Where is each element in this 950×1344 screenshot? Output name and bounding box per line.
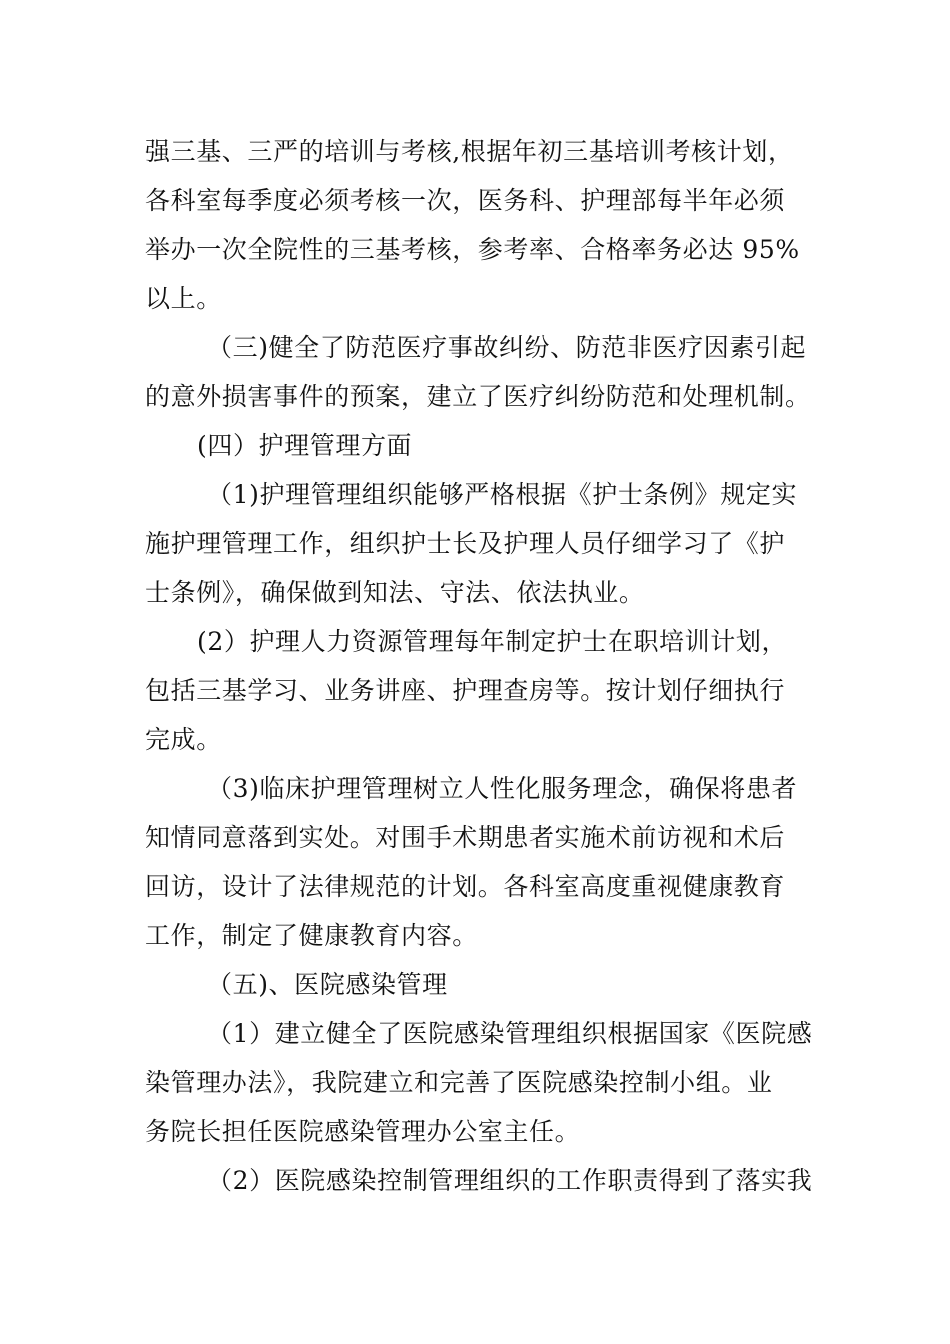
text-line: 士条例》，确保做到知法、守法、依法执业。 bbox=[145, 578, 645, 607]
paragraph-start-line: （1）建立健全了医院感染管理组织根据国家《医院感 bbox=[207, 1019, 813, 1048]
text-line: 强三基、三严的培训与考核,根据年初三基培训考核计划， bbox=[145, 137, 794, 166]
paragraph-start-line: （2）医院感染控制管理组织的工作职责得到了落实我 bbox=[207, 1166, 813, 1195]
text-line: 回访，设计了法律规范的计划。各科室高度重视健康教育 bbox=[145, 872, 786, 901]
text-line: 知情同意落到实处。对围手术期患者实施术前访视和术后 bbox=[145, 823, 786, 852]
paragraph-start-line: （三)健全了防范医疗事故纠纷、防范非医疗因素引起 bbox=[207, 333, 807, 362]
paragraph-start-line: （1)护理管理组织能够严格根据《护士条例》规定实 bbox=[207, 480, 798, 509]
section-heading: （五)、医院感染管理 bbox=[207, 970, 448, 999]
text-line: 务院长担任医院感染管理办公室主任。 bbox=[145, 1117, 581, 1146]
text-line: 的意外损害事件的预案，建立了医疗纠纷防范和处理机制。 bbox=[145, 382, 811, 411]
document-body bbox=[145, 127, 815, 1205]
section-heading: (四）护理管理方面 bbox=[197, 431, 413, 460]
paragraph-start-line: （3)临床护理管理树立人性化服务理念，确保将患者 bbox=[207, 774, 798, 803]
text-line: 以上。 bbox=[145, 284, 222, 313]
text-line: 包括三基学习、业务讲座、护理查房等。按计划仔细执行 bbox=[145, 676, 786, 705]
text-line: 完成。 bbox=[145, 725, 222, 754]
paragraph-start-line: (2）护理人力资源管理每年制定护士在职培训计划， bbox=[197, 627, 788, 656]
text-line: 各科室每季度必须考核一次，医务科、护理部每半年必须 bbox=[145, 186, 786, 215]
text-line: 施护理管理工作，组织护士长及护理人员仔细学习了《护 bbox=[145, 529, 786, 558]
text-line: 染管理办法》，我院建立和完善了医院感染控制小组。业 bbox=[145, 1068, 773, 1097]
text-line: 工作，制定了健康教育内容。 bbox=[145, 921, 478, 950]
text-line: 举办一次全院性的三基考核，参考率、合格率务必达 95% bbox=[145, 235, 800, 264]
